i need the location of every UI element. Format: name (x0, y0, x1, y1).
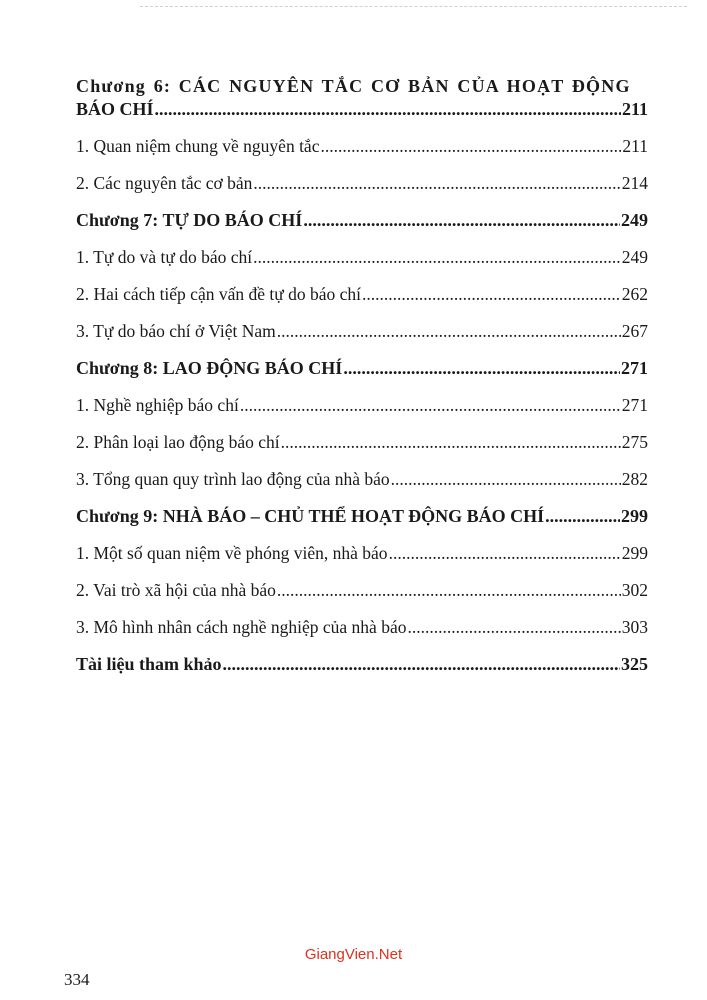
toc-references[interactable] (76, 653, 648, 675)
leader-dots (389, 542, 621, 564)
toc-item-label: 3. Mô hình nhân cách nghề nghiệp của nhà báo (76, 617, 407, 637)
leader-dots (253, 172, 620, 194)
toc-item[interactable] (76, 579, 648, 601)
chapter-7-page: 249 (621, 210, 648, 230)
references-title: Tài liệu tham khảo (76, 654, 222, 674)
toc-chapter-9[interactable] (76, 505, 648, 527)
toc-item-page: 303 (621, 617, 648, 637)
toc-item-page: 267 (621, 321, 648, 341)
toc-item-label: 3. Tổng quan quy trình lao động của nhà báo (76, 469, 390, 489)
toc-item[interactable] (76, 431, 648, 453)
chapter-8-title: Chương 8: LAO ĐỘNG BÁO CHÍ (76, 358, 343, 378)
leader-dots (391, 468, 621, 490)
leader-dots (407, 616, 620, 638)
toc-item-label: 1. Một số quan niệm về phóng viên, nhà báo (76, 543, 388, 563)
toc-item-page: 249 (621, 247, 648, 267)
toc-chapter-6[interactable] (76, 74, 648, 120)
toc-item[interactable] (76, 394, 648, 416)
leader-dots (545, 505, 620, 527)
toc-item-page: 214 (621, 173, 648, 193)
toc-item-page: 282 (621, 469, 648, 489)
toc-item-label: 3. Tự do báo chí ở Việt Nam (76, 321, 276, 341)
leader-dots (155, 98, 621, 120)
toc-item[interactable] (76, 172, 648, 194)
table-of-contents (76, 74, 648, 690)
page-number: 334 (64, 970, 90, 989)
leader-dots (320, 135, 621, 157)
watermark-text: GiangVien.Net (304, 946, 403, 963)
toc-chapter-7[interactable] (76, 209, 648, 231)
leader-dots (253, 246, 621, 268)
leader-dots (362, 283, 621, 305)
toc-item[interactable] (76, 135, 648, 157)
toc-item[interactable] (76, 616, 648, 638)
toc-item-label: 2. Các nguyên tắc cơ bản (76, 173, 253, 193)
chapter-7-title: Chương 7: TỰ DO BÁO CHÍ (76, 210, 303, 230)
references-page: 325 (621, 654, 648, 674)
chapter-6-page: 211 (621, 99, 648, 119)
toc-item-page: 299 (621, 543, 648, 563)
leader-dots (281, 431, 621, 453)
toc-item-label: 1. Quan niệm chung về nguyên tắc (76, 136, 320, 156)
chapter-6-title-line1: Chương 6: CÁC NGUYÊN TẮC CƠ BẢN CỦA HOẠT ĐỘNG (76, 76, 631, 96)
top-border-line (140, 6, 687, 7)
toc-item-label: 1. Tự do và tự do báo chí (76, 247, 253, 267)
leader-dots (240, 394, 621, 416)
leader-dots (343, 357, 620, 379)
toc-item-label: 2. Vai trò xã hội của nhà báo (76, 580, 276, 600)
leader-dots (223, 653, 620, 675)
toc-item-page: 271 (621, 395, 648, 415)
toc-item[interactable] (76, 542, 648, 564)
toc-item[interactable] (76, 468, 648, 490)
chapter-9-page: 299 (621, 506, 648, 526)
chapter-6-title-line2-text: BÁO CHÍ (76, 99, 154, 119)
toc-item-page: 302 (621, 580, 648, 600)
toc-item-page: 262 (621, 284, 648, 304)
chapter-6-title-line2 (76, 98, 648, 120)
toc-item-label: 2. Hai cách tiếp cận vấn đề tự do báo chí (76, 284, 361, 304)
toc-item[interactable] (76, 246, 648, 268)
toc-item-label: 1. Nghề nghiệp báo chí (76, 395, 239, 415)
leader-dots (277, 320, 621, 342)
toc-item[interactable] (76, 283, 648, 305)
toc-chapter-8[interactable] (76, 357, 648, 379)
chapter-9-title: Chương 9: NHÀ BÁO – CHỦ THỂ HOẠT ĐỘNG BÁO CHÍ (76, 506, 545, 526)
leader-dots (303, 209, 620, 231)
leader-dots (277, 579, 621, 601)
toc-item[interactable] (76, 320, 648, 342)
toc-item-page: 275 (621, 432, 648, 452)
chapter-8-page: 271 (621, 358, 648, 378)
toc-item-label: 2. Phân loại lao động báo chí (76, 432, 280, 452)
toc-item-page: 211 (622, 136, 648, 156)
